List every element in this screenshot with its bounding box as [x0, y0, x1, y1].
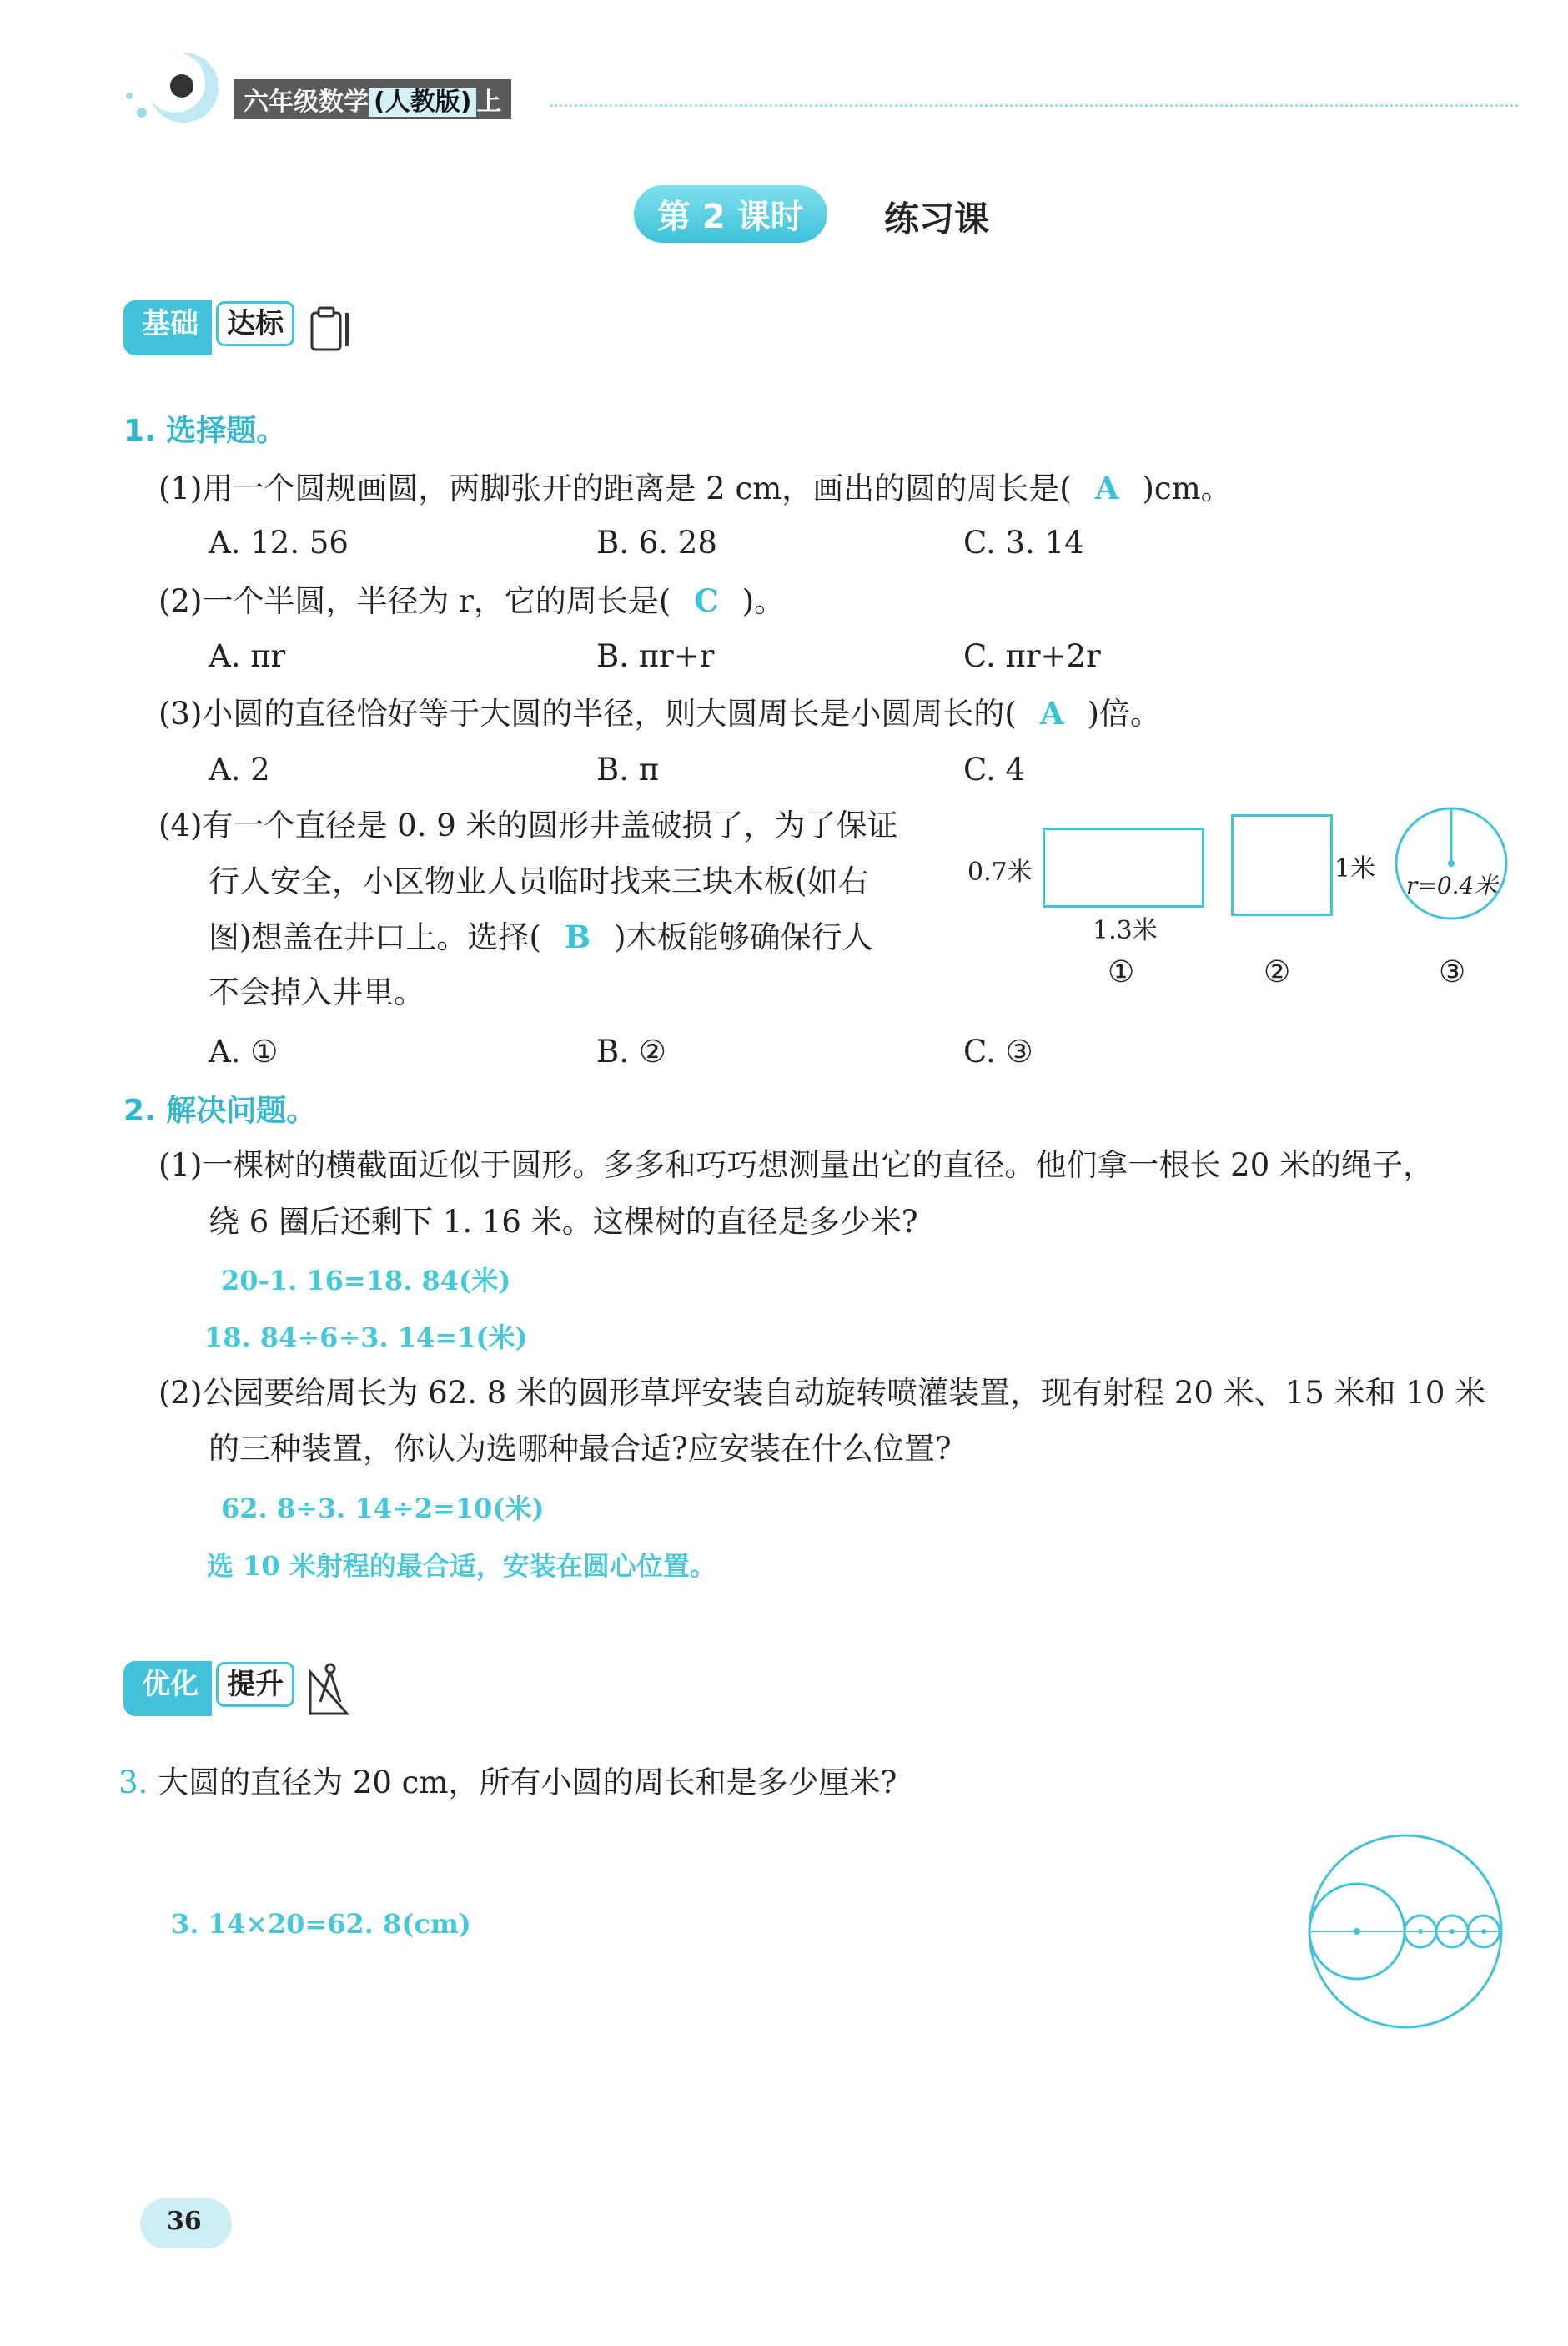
board1-height-label: 0.7米 [967, 858, 1033, 887]
stem-text: (2)一个半圆，半径为 r，它的周长是( [158, 583, 671, 619]
section-badge-advanced [123, 1660, 355, 1719]
section-badge-left: 基础 [123, 300, 212, 355]
q1-part1-stem [158, 467, 1232, 510]
q1-title: 1. 选择题。 [123, 414, 287, 448]
q1-part3-option-b: B. π [596, 752, 660, 788]
circles-figure [1293, 1819, 1518, 2044]
board1-rect [1043, 828, 1204, 908]
q1-part2-option-b: B. πr+r [596, 638, 715, 674]
q3-number: 3. [118, 1765, 148, 1800]
q2-part1-work1: 20-1. 16=18. 84(米) [221, 1265, 511, 1296]
page-number: 36 [167, 2207, 202, 2236]
q2-title: 2. 解决问题。 [123, 1094, 317, 1128]
board2-rect [1231, 814, 1333, 916]
stem-text: (3)小圆的直径恰好等于大圆的半径，则大圆周长是小圆周长的( [158, 696, 1017, 732]
q2-part1-line2: 绕 6 圈后还剩下 1. 16 米。这棵树的直径是多少米? [209, 1204, 918, 1240]
answer-value: A [1094, 470, 1119, 506]
board2-side-label: 1米 [1334, 854, 1376, 884]
q1-part1-option-b: B. 6. 28 [596, 525, 717, 561]
q3-work: 3. 14×20=62. 8(cm) [171, 1908, 471, 1940]
q1-part2-option-c: C. πr+2r [963, 638, 1101, 674]
q1-part4-line3 [209, 916, 873, 959]
stem-text: )cm。 [1142, 471, 1232, 506]
section-badge-right: 提升 [216, 1662, 294, 1707]
section-badge-left: 优化 [123, 1661, 212, 1716]
board1-width-label: 1.3米 [1093, 916, 1158, 945]
q2-part1-line1: (1)一棵树的横截面近似于圆形。多多和巧巧想测量出它的直径。他们拿一根长 20 米的绳子， [158, 1147, 1435, 1183]
lesson-number-pill: 第 2 课时 [634, 185, 827, 243]
board3-circle [1393, 805, 1510, 922]
q1-part1-option-a: A. 12. 56 [209, 525, 349, 561]
board2-number: ② [1264, 955, 1291, 989]
answer-value: C [694, 582, 719, 619]
ruler-compass-icon [305, 1660, 355, 1719]
board3-number: ③ [1439, 955, 1466, 989]
stem-text: )。 [741, 583, 786, 619]
q2-part2-line1: (2)公园要给周长为 62. 8 米的圆形草坪安装自动旋转喷灌装置，现有射程 20 米、15 米和 10 米 [158, 1375, 1486, 1411]
stem-text: 图)想盖在井口上。选择( [209, 919, 541, 955]
board1-number: ① [1108, 955, 1135, 989]
q1-part4-option-c: C. ③ [963, 1034, 1033, 1070]
header-dotted-line [550, 104, 1518, 107]
q1-part4-option-b: B. ② [596, 1034, 666, 1070]
q2-part1-work2: 18. 84÷6÷3. 14=1(米) [204, 1322, 528, 1353]
q2-part2-line2: 的三种装置，你认为选哪种最合适?应安装在什么位置? [209, 1431, 952, 1467]
q1-part1-option-c: C. 3. 14 [963, 525, 1084, 561]
stem-text: )木板能够确保行人 [614, 919, 873, 955]
q2-part2-work1: 62. 8÷3. 14÷2=10(米) [221, 1493, 545, 1524]
answer-value: B [564, 919, 591, 955]
grade-label: 六年级数学 [244, 88, 369, 117]
edition-label: (人教版) [369, 88, 476, 117]
board3-radius-label: r=0.4米 [1406, 872, 1498, 899]
section-badge-basic [123, 300, 355, 355]
q1-part4-line2: 行人安全，小区物业人员临时找来三块木板(如右 [209, 863, 869, 899]
clipboard-icon [305, 305, 355, 355]
stem-text: )倍。 [1087, 696, 1162, 732]
section-badge-right: 达标 [216, 301, 294, 346]
lesson-title: 练习课 [884, 199, 990, 239]
board-figure [967, 801, 1518, 1001]
header [117, 46, 1518, 121]
q1-part2-stem [158, 580, 785, 622]
q1-part4-line4: 不会掉入井里。 [209, 974, 425, 1010]
volume-label: 上 [476, 88, 502, 117]
q1-part4-option-a: A. ① [209, 1034, 279, 1070]
moon-mascot-icon [117, 46, 234, 129]
header-tag [234, 79, 511, 119]
stem-text: (1)用一个圆规画圆，两脚张开的距离是 2 cm，画出的圆的周长是( [158, 471, 1072, 506]
page-number-cloud [140, 2198, 232, 2248]
q1-part3-option-a: A. 2 [209, 752, 270, 788]
q1-part3-stem [158, 692, 1161, 735]
q3-text: 大圆的直径为 20 cm，所有小圆的周长和是多少厘米? [158, 1765, 897, 1800]
q2-part2-work2: 选 10 米射程的最合适，安装在圆心位置。 [207, 1550, 716, 1582]
q3-question [118, 1762, 897, 1804]
q1-part3-option-c: C. 4 [963, 752, 1026, 788]
q1-part2-option-a: A. πr [209, 638, 286, 674]
q1-part4-line1: (4)有一个直径是 0. 9 米的圆形井盖破损了，为了保证 [158, 808, 898, 843]
answer-value: A [1039, 695, 1064, 732]
